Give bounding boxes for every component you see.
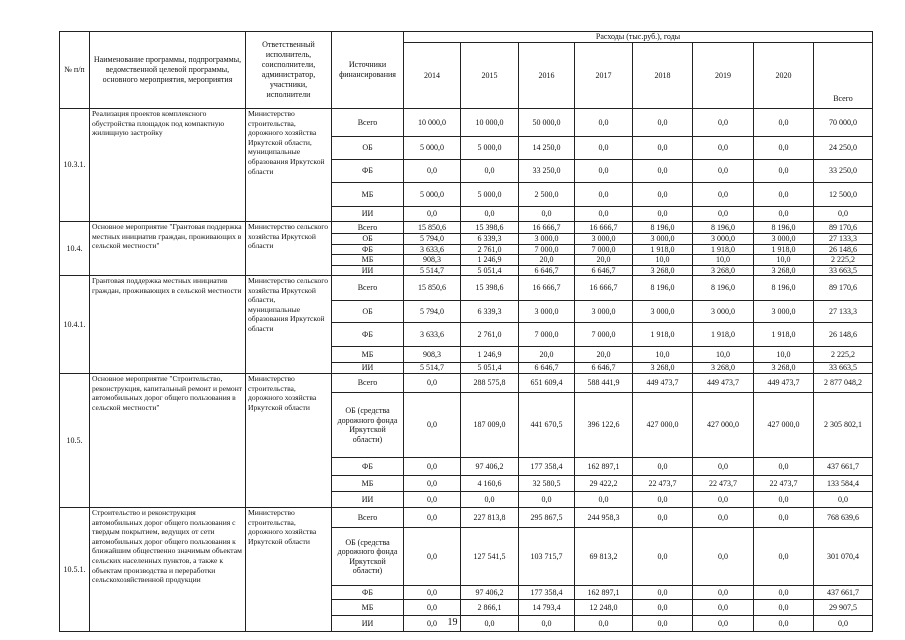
year-value: 0,0	[693, 508, 754, 528]
year-value: 0,0	[754, 137, 814, 160]
year-value: 0,0	[633, 528, 693, 586]
year-value: 15 850,6	[404, 222, 461, 234]
funding-source: Всего	[332, 109, 404, 137]
year-value: 22 473,7	[693, 476, 754, 492]
year-value: 0,0	[404, 492, 461, 508]
year-value: 0,0	[633, 137, 693, 160]
total-value: 33 250,0	[814, 160, 873, 183]
year-value: 0,0	[633, 109, 693, 137]
funding-source: ФБ	[332, 586, 404, 600]
year-value: 0,0	[754, 207, 814, 222]
year-value: 162 897,1	[575, 586, 633, 600]
budget-table	[59, 31, 873, 632]
year-value: 3 000,0	[575, 234, 633, 245]
year-value: 6 646,7	[575, 363, 633, 374]
year-value: 588 441,9	[575, 374, 633, 393]
item-number: 10.5.1.	[60, 508, 90, 632]
year-value: 3 268,0	[693, 363, 754, 374]
col-header-year: 2014	[404, 43, 461, 109]
year-value: 0,0	[633, 616, 693, 632]
year-value: 3 268,0	[754, 265, 814, 276]
year-value: 0,0	[693, 109, 754, 137]
funding-source: ОБ	[332, 137, 404, 160]
year-value: 0,0	[693, 207, 754, 222]
year-value: 8 196,0	[754, 276, 814, 301]
year-value: 7 000,0	[519, 244, 575, 255]
total-value: 26 148,6	[814, 244, 873, 255]
year-value: 0,0	[519, 616, 575, 632]
page-number: 19	[447, 617, 458, 628]
year-value: 0,0	[575, 183, 633, 207]
year-value: 0,0	[754, 160, 814, 183]
year-value: 0,0	[754, 600, 814, 616]
year-value: 5 794,0	[404, 234, 461, 245]
year-value: 0,0	[754, 109, 814, 137]
year-value: 0,0	[575, 160, 633, 183]
year-value: 3 268,0	[693, 265, 754, 276]
year-value: 20,0	[519, 347, 575, 363]
year-value: 427 000,0	[754, 393, 814, 458]
funding-source: МБ	[332, 476, 404, 492]
total-value: 2 225,2	[814, 255, 873, 266]
year-value: 7 000,0	[519, 323, 575, 347]
col-header-year: 2019	[693, 43, 754, 109]
year-value: 15 850,6	[404, 276, 461, 301]
year-value: 0,0	[633, 183, 693, 207]
year-value: 0,0	[693, 600, 754, 616]
year-value: 2 761,0	[461, 244, 519, 255]
item-number: 10.3.1.	[60, 109, 90, 222]
year-value: 0,0	[519, 207, 575, 222]
col-header-name: Наименование программы, подпрограммы, ведомственной целевой программы, основного мероприятия, мероприятия	[90, 32, 246, 109]
year-value: 20,0	[575, 347, 633, 363]
year-value: 10,0	[754, 347, 814, 363]
year-value: 0,0	[461, 160, 519, 183]
year-value: 8 196,0	[693, 222, 754, 234]
program-name: Реализация проектов комплексного обустройства площадок под компактную жилищную застройку	[90, 109, 246, 222]
year-value: 0,0	[404, 508, 461, 528]
year-value: 3 000,0	[633, 234, 693, 245]
year-value: 22 473,7	[633, 476, 693, 492]
total-value: 26 148,6	[814, 323, 873, 347]
total-value: 2 305 802,1	[814, 393, 873, 458]
total-value: 12 500,0	[814, 183, 873, 207]
funding-source: ОБ (средства дорожного фонда Иркутской области)	[332, 528, 404, 586]
col-header-year: 2020	[754, 43, 814, 109]
year-value: 10,0	[754, 255, 814, 266]
item-number: 10.4.	[60, 222, 90, 276]
year-value: 16 666,7	[575, 222, 633, 234]
year-value: 10,0	[633, 347, 693, 363]
total-value: 89 170,6	[814, 276, 873, 301]
col-header-responsible: Ответственный исполнитель, соисполнители, администратор, участники, исполнители	[246, 32, 332, 109]
year-value: 8 196,0	[633, 222, 693, 234]
funding-source: ОБ	[332, 234, 404, 245]
year-value: 0,0	[693, 160, 754, 183]
year-value: 1 918,0	[693, 244, 754, 255]
col-header-sources: Источники финансирования	[332, 32, 404, 109]
col-header-year: 2018	[633, 43, 693, 109]
total-value: 29 907,5	[814, 600, 873, 616]
year-value: 5 514,7	[404, 265, 461, 276]
funding-source: ФБ	[332, 323, 404, 347]
year-value: 5 051,4	[461, 363, 519, 374]
year-value: 4 160,6	[461, 476, 519, 492]
year-value: 3 633,6	[404, 323, 461, 347]
year-value: 3 268,0	[754, 363, 814, 374]
year-value: 2 866,1	[461, 600, 519, 616]
table-body	[60, 109, 873, 632]
year-value: 0,0	[693, 528, 754, 586]
total-value: 27 133,3	[814, 301, 873, 323]
year-value: 15 398,6	[461, 222, 519, 234]
year-value: 6 339,3	[461, 301, 519, 323]
item-number: 10.4.1.	[60, 276, 90, 374]
table-row	[60, 374, 873, 393]
year-value: 0,0	[633, 586, 693, 600]
funding-source: ФБ	[332, 458, 404, 476]
year-value: 22 473,7	[754, 476, 814, 492]
year-value: 0,0	[633, 458, 693, 476]
funding-source: МБ	[332, 600, 404, 616]
year-value: 1 246,9	[461, 255, 519, 266]
year-value: 3 000,0	[754, 301, 814, 323]
responsible-executor: Министерство сельского хозяйства Иркутской области	[246, 222, 332, 276]
table-row	[60, 222, 873, 234]
program-name: Грантовая поддержка местных инициатив граждан, проживающих в сельской местности	[90, 276, 246, 374]
year-value: 0,0	[404, 600, 461, 616]
year-value: 177 358,4	[519, 458, 575, 476]
year-value: 6 646,7	[519, 363, 575, 374]
year-value: 1 918,0	[633, 244, 693, 255]
year-value: 1 918,0	[693, 323, 754, 347]
year-value: 1 246,9	[461, 347, 519, 363]
year-value: 10,0	[633, 255, 693, 266]
col-header-year: 2017	[575, 43, 633, 109]
year-value: 3 000,0	[693, 301, 754, 323]
year-value: 0,0	[633, 207, 693, 222]
year-value: 0,0	[693, 616, 754, 632]
year-value: 10 000,0	[461, 109, 519, 137]
year-value: 3 268,0	[633, 363, 693, 374]
year-value: 6 646,7	[519, 265, 575, 276]
year-value: 127 541,5	[461, 528, 519, 586]
year-value: 0,0	[461, 616, 519, 632]
year-value: 10,0	[693, 255, 754, 266]
total-value: 437 661,7	[814, 586, 873, 600]
year-value: 0,0	[404, 393, 461, 458]
year-value: 33 250,0	[519, 160, 575, 183]
year-value: 651 609,4	[519, 374, 575, 393]
year-value: 162 897,1	[575, 458, 633, 476]
year-value: 5 051,4	[461, 265, 519, 276]
year-value: 12 248,0	[575, 600, 633, 616]
year-value: 0,0	[519, 492, 575, 508]
year-value: 50 000,0	[519, 109, 575, 137]
year-value: 8 196,0	[633, 276, 693, 301]
year-value: 7 000,0	[575, 244, 633, 255]
year-value: 29 422,2	[575, 476, 633, 492]
year-value: 1 918,0	[754, 323, 814, 347]
year-value: 103 715,7	[519, 528, 575, 586]
year-value: 396 122,6	[575, 393, 633, 458]
col-header-expenses: Расходы (тыс.руб.), годы	[404, 32, 873, 43]
year-value: 5 000,0	[404, 137, 461, 160]
total-value: 2 877 048,2	[814, 374, 873, 393]
total-value: 24 250,0	[814, 137, 873, 160]
year-value: 3 268,0	[633, 265, 693, 276]
program-name: Основное мероприятие "Грантовая поддержка местных инициатив граждан, проживающих в сельской местности"	[90, 222, 246, 276]
funding-source: Всего	[332, 374, 404, 393]
total-value: 2 225,2	[814, 347, 873, 363]
year-value: 2 761,0	[461, 323, 519, 347]
year-value: 6 339,3	[461, 234, 519, 245]
funding-source: МБ	[332, 347, 404, 363]
year-value: 0,0	[404, 374, 461, 393]
total-value: 27 133,3	[814, 234, 873, 245]
total-value: 89 170,6	[814, 222, 873, 234]
year-value: 69 813,2	[575, 528, 633, 586]
year-value: 8 196,0	[693, 276, 754, 301]
col-header-year: 2015	[461, 43, 519, 109]
year-value: 427 000,0	[693, 393, 754, 458]
table-row	[60, 276, 873, 301]
program-name: Основное мероприятие "Строительство, реконструкция, капитальный ремонт и ремонт автомобильных дорог общего пользования в сельской местности"	[90, 374, 246, 508]
col-header-num: № п/п	[60, 32, 90, 109]
year-value: 441 670,5	[519, 393, 575, 458]
total-value: 133 584,4	[814, 476, 873, 492]
header-row-top	[60, 32, 873, 43]
year-value: 3 000,0	[519, 301, 575, 323]
funding-source: Всего	[332, 276, 404, 301]
year-value: 295 867,5	[519, 508, 575, 528]
year-value: 3 000,0	[633, 301, 693, 323]
year-value: 0,0	[575, 616, 633, 632]
item-number: 10.5.	[60, 374, 90, 508]
program-name: Строительство и реконструкция автомобильных дорог общего пользования с твердым покрытием, ведущих от сети автомобильных дорог общего пользования к ближайшим общественно значимым объектам сельских населенных пунктов, а также к объектам производства и переработки сельскохозяйственной продукции	[90, 508, 246, 632]
year-value: 0,0	[754, 492, 814, 508]
col-header-year: 2016	[519, 43, 575, 109]
responsible-executor: Министерство строительства, дорожного хозяйства Иркутской области	[246, 374, 332, 508]
year-value: 0,0	[633, 600, 693, 616]
funding-source: ОБ (средства дорожного фонда Иркутской области)	[332, 393, 404, 458]
col-header-total: Всего	[814, 43, 873, 109]
table-row	[60, 109, 873, 137]
funding-source: ФБ	[332, 160, 404, 183]
year-value: 16 666,7	[575, 276, 633, 301]
funding-source: ОБ	[332, 301, 404, 323]
year-value: 187 009,0	[461, 393, 519, 458]
year-value: 14 250,0	[519, 137, 575, 160]
year-value: 5 794,0	[404, 301, 461, 323]
year-value: 5 514,7	[404, 363, 461, 374]
year-value: 3 000,0	[519, 234, 575, 245]
year-value: 908,3	[404, 255, 461, 266]
year-value: 3 000,0	[754, 234, 814, 245]
year-value: 0,0	[693, 586, 754, 600]
year-value: 288 575,8	[461, 374, 519, 393]
total-value: 33 663,5	[814, 265, 873, 276]
year-value: 449 473,7	[693, 374, 754, 393]
year-value: 0,0	[693, 458, 754, 476]
year-value: 3 000,0	[575, 301, 633, 323]
year-value: 97 406,2	[461, 586, 519, 600]
year-value: 16 666,7	[519, 222, 575, 234]
year-value: 2 500,0	[519, 183, 575, 207]
year-value: 0,0	[754, 458, 814, 476]
year-value: 16 666,7	[519, 276, 575, 301]
year-value: 0,0	[575, 109, 633, 137]
year-value: 0,0	[633, 492, 693, 508]
year-value: 0,0	[754, 508, 814, 528]
year-value: 177 358,4	[519, 586, 575, 600]
funding-source: ИИ	[332, 207, 404, 222]
year-value: 7 000,0	[575, 323, 633, 347]
year-value: 0,0	[693, 137, 754, 160]
responsible-executor: Министерство строительства, дорожного хозяйства Иркутской области, муниципальные образования Иркутской области	[246, 109, 332, 222]
year-value: 427 000,0	[633, 393, 693, 458]
year-value: 32 580,5	[519, 476, 575, 492]
year-value: 0,0	[461, 207, 519, 222]
year-value: 5 000,0	[461, 183, 519, 207]
responsible-executor: Министерство строительства, дорожного хозяйства Иркутской области	[246, 508, 332, 632]
funding-source: Всего	[332, 508, 404, 528]
year-value: 1 918,0	[754, 244, 814, 255]
year-value: 20,0	[575, 255, 633, 266]
year-value: 0,0	[404, 586, 461, 600]
year-value: 1 918,0	[633, 323, 693, 347]
year-value: 0,0	[461, 492, 519, 508]
year-value: 908,3	[404, 347, 461, 363]
year-value: 0,0	[754, 586, 814, 600]
year-value: 0,0	[404, 207, 461, 222]
responsible-executor: Министерство сельского хозяйства Иркутской области, муниципальные образования Иркутской области	[246, 276, 332, 374]
funding-source: МБ	[332, 183, 404, 207]
year-value: 449 473,7	[754, 374, 814, 393]
funding-source: ФБ	[332, 244, 404, 255]
year-value: 5 000,0	[461, 137, 519, 160]
year-value: 3 000,0	[693, 234, 754, 245]
year-value: 0,0	[693, 492, 754, 508]
funding-source: Всего	[332, 222, 404, 234]
total-value: 437 661,7	[814, 458, 873, 476]
year-value: 0,0	[575, 137, 633, 160]
year-value: 227 813,8	[461, 508, 519, 528]
year-value: 0,0	[404, 458, 461, 476]
year-value: 0,0	[693, 183, 754, 207]
year-value: 14 793,4	[519, 600, 575, 616]
year-value: 0,0	[754, 616, 814, 632]
year-value: 0,0	[754, 183, 814, 207]
total-value: 0,0	[814, 616, 873, 632]
year-value: 10 000,0	[404, 109, 461, 137]
year-value: 20,0	[519, 255, 575, 266]
year-value: 0,0	[633, 508, 693, 528]
year-value: 0,0	[404, 528, 461, 586]
year-value: 0,0	[633, 160, 693, 183]
total-value: 70 000,0	[814, 109, 873, 137]
year-value: 0,0	[754, 528, 814, 586]
year-value: 6 646,7	[575, 265, 633, 276]
year-value: 449 473,7	[633, 374, 693, 393]
table-row	[60, 508, 873, 528]
year-value: 0,0	[575, 207, 633, 222]
total-value: 301 070,4	[814, 528, 873, 586]
year-value: 0,0	[404, 160, 461, 183]
year-value: 97 406,2	[461, 458, 519, 476]
total-value: 768 639,6	[814, 508, 873, 528]
total-value: 33 663,5	[814, 363, 873, 374]
funding-source: ИИ	[332, 363, 404, 374]
total-value: 0,0	[814, 207, 873, 222]
year-value: 3 633,6	[404, 244, 461, 255]
year-value: 0,0	[575, 492, 633, 508]
year-value: 8 196,0	[754, 222, 814, 234]
funding-source: МБ	[332, 255, 404, 266]
funding-source: ИИ	[332, 265, 404, 276]
funding-source: ИИ	[332, 492, 404, 508]
year-value: 15 398,6	[461, 276, 519, 301]
year-value: 10,0	[693, 347, 754, 363]
year-value: 5 000,0	[404, 183, 461, 207]
year-value: 0,0	[404, 476, 461, 492]
year-value: 0,0	[404, 616, 461, 632]
funding-source: ИИ	[332, 616, 404, 632]
total-value: 0,0	[814, 492, 873, 508]
year-value: 244 958,3	[575, 508, 633, 528]
